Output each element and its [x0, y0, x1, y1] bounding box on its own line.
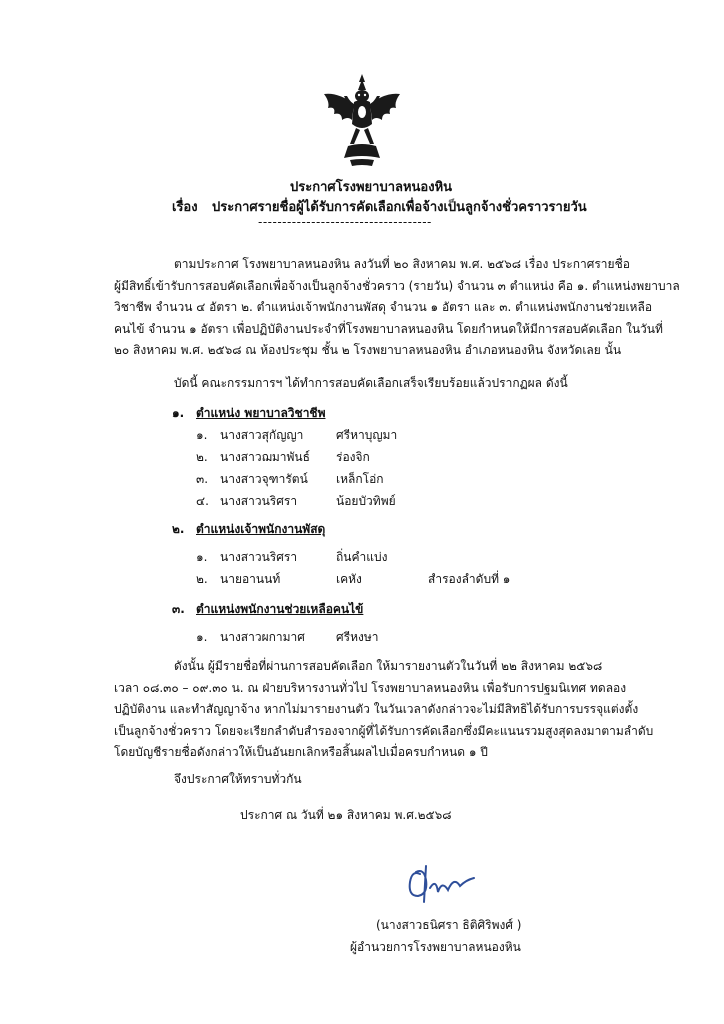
person-first-name: นางสาวนริศรา: [220, 494, 298, 508]
section-number: ๓.: [172, 602, 185, 616]
person-last-name: ศรีหงษา: [336, 630, 379, 644]
announcement-title: ประกาศโรงพยาบาลหนองหิน: [290, 180, 453, 195]
closing-line: เป็นลูกจ้างชั่วคราว โดยจะเรียกลำดับสำรองจากผู้ที่ได้รับการคัดเลือกซึ่งมีคะแนนรวมสูงสุดลงมาตามลำดับ: [114, 723, 654, 738]
intro-paragraph: [114, 254, 680, 362]
section-heading-supply: ตำแหน่งเจ้าพนักงานพัสดุ: [196, 522, 326, 536]
closing-line: ปฏิบัติงาน และทำสัญญาจ้าง หากไม่มารายงานตัว ในวันเวลาดังกล่าวจะไม่มีสิทธิได้รับการบรรจุแต่งตั้ง: [114, 702, 639, 716]
closing-line: เวลา ๐๘.๓๐ – ๐๙.๓๐ น. ณ ฝ่ายบริหารงานทั่วไป โรงพยาบาลหนองหิน เพื่อรับการปฐมนิเทศ ทดลอง: [114, 680, 627, 695]
person-first-name: นางสาวจุฑารัตน์: [220, 472, 308, 486]
garuda-emblem-icon: [320, 72, 404, 172]
section-heading-assistant: ตำแหน่งพนักงานช่วยเหลือคนไข้: [196, 602, 364, 616]
person-last-name: น้อยบัวทิพย์: [336, 494, 396, 508]
person-first-name: นางสาวผกามาศ: [220, 630, 305, 644]
intro-line: ตามประกาศ โรงพยาบาลหนองหิน ลงวันที่ ๒๐ สิงหาคม พ.ศ. ๒๕๖๘ เรื่อง ประกาศรายชื่อ: [174, 257, 630, 271]
notice-line: จึงประกาศให้ทราบทั่วกัน: [174, 772, 302, 786]
signatory-position: ผู้อำนวยการโรงพยาบาลหนองหิน: [350, 940, 521, 954]
list-item-number: ๑.: [196, 630, 208, 644]
result-line: บัดนี้ คณะกรรมการฯ ได้ทำการสอบคัดเลือกเสร็จเรียบร้อยแล้วปรากฏผล ดังนี้: [174, 376, 568, 390]
header-divider: ------------------------------------: [258, 215, 432, 229]
closing-line: ดังนั้น ผู้มีรายชื่อที่ผ่านการสอบคัดเลือก ให้มารายงานตัวในวันที่ ๒๒ สิงหาคม ๒๕๖๘: [174, 659, 603, 673]
person-first-name: นางสาวฌมาพันธ์: [220, 450, 310, 464]
intro-line: คนไข้ จำนวน ๑ อัตรา เพื่อปฏิบัติงานประจำที่โรงพยาบาลหนองหิน โดยกำหนดให้มีการสอบคัดเลือก ในวันที่: [114, 321, 663, 336]
intro-line: ๒๐ สิงหาคม พ.ศ. ๒๕๖๘ ณ ห้องประชุม ชั้น ๒ โรงพยาบาลหนองหิน อำเภอหนองหิน จังหวัดเลย นั้น: [114, 343, 622, 357]
reserve-note: สำรองลำดับที่ ๑: [428, 572, 511, 586]
closing-line: โดยบัญชีรายชื่อดังกล่าวให้เป็นอันยกเลิกหรือสิ้นผลไปเมื่อครบกำหนด ๑ ปี: [114, 745, 488, 759]
list-item-number: ๑.: [196, 428, 208, 442]
list-item-number: ๑.: [196, 550, 208, 564]
person-last-name: เคหัง: [336, 572, 362, 586]
section-number: ๑.: [172, 406, 185, 420]
person-last-name: ถิ่นคำแบ่ง: [336, 550, 388, 564]
closing-paragraph: [114, 656, 654, 764]
intro-line: ผู้มีสิทธิ์เข้ารับการสอบคัดเลือกเพื่อจ้างเป็นลูกจ้างชั่วคราว (รายวัน) จำนวน ๓ ตำแหน่ง คือ ๑. ตำแหน่งพยาบาล: [114, 278, 680, 293]
section-heading-nurse: ตำแหน่ง พยาบาลวิชาชีพ: [196, 406, 326, 420]
list-item-number: ๔.: [196, 494, 209, 508]
person-last-name: ร่องจิก: [336, 450, 370, 464]
intro-line: วิชาชีพ จำนวน ๔ อัตรา ๒. ตำแหน่งเจ้าพนักงานพัสดุ จำนวน ๑ อัตรา และ ๓. ตำแหน่งพนักงานช่วยเหลือ: [114, 300, 653, 314]
section-number: ๒.: [172, 522, 185, 536]
signatory-name: (นางสาวธนิศรา ธิติศิริพงศ์ ): [376, 918, 522, 932]
person-last-name: ศรีหาบุญมา: [336, 428, 398, 442]
list-item-number: ๒.: [196, 450, 208, 464]
list-item-number: ๓.: [196, 472, 209, 486]
announcement-date: ประกาศ ณ วันที่ ๒๑ สิงหาคม พ.ศ.๒๕๖๘: [240, 808, 452, 822]
handwritten-signature: [402, 862, 482, 910]
person-last-name: เหล็กโอ่ก: [336, 472, 384, 486]
subject-label: เรื่อง: [172, 200, 198, 215]
person-first-name: นางสาวนริศรา: [220, 550, 298, 564]
list-item-number: ๒.: [196, 572, 208, 586]
announcement-subject: ประกาศรายชื่อผู้ได้รับการคัดเลือกเพื่อจ้างเป็นลูกจ้างชั่วคราวรายวัน: [212, 200, 587, 215]
person-first-name: นางสาวสุกัญญา: [220, 428, 304, 442]
person-first-name: นายอานนท์: [220, 572, 281, 586]
